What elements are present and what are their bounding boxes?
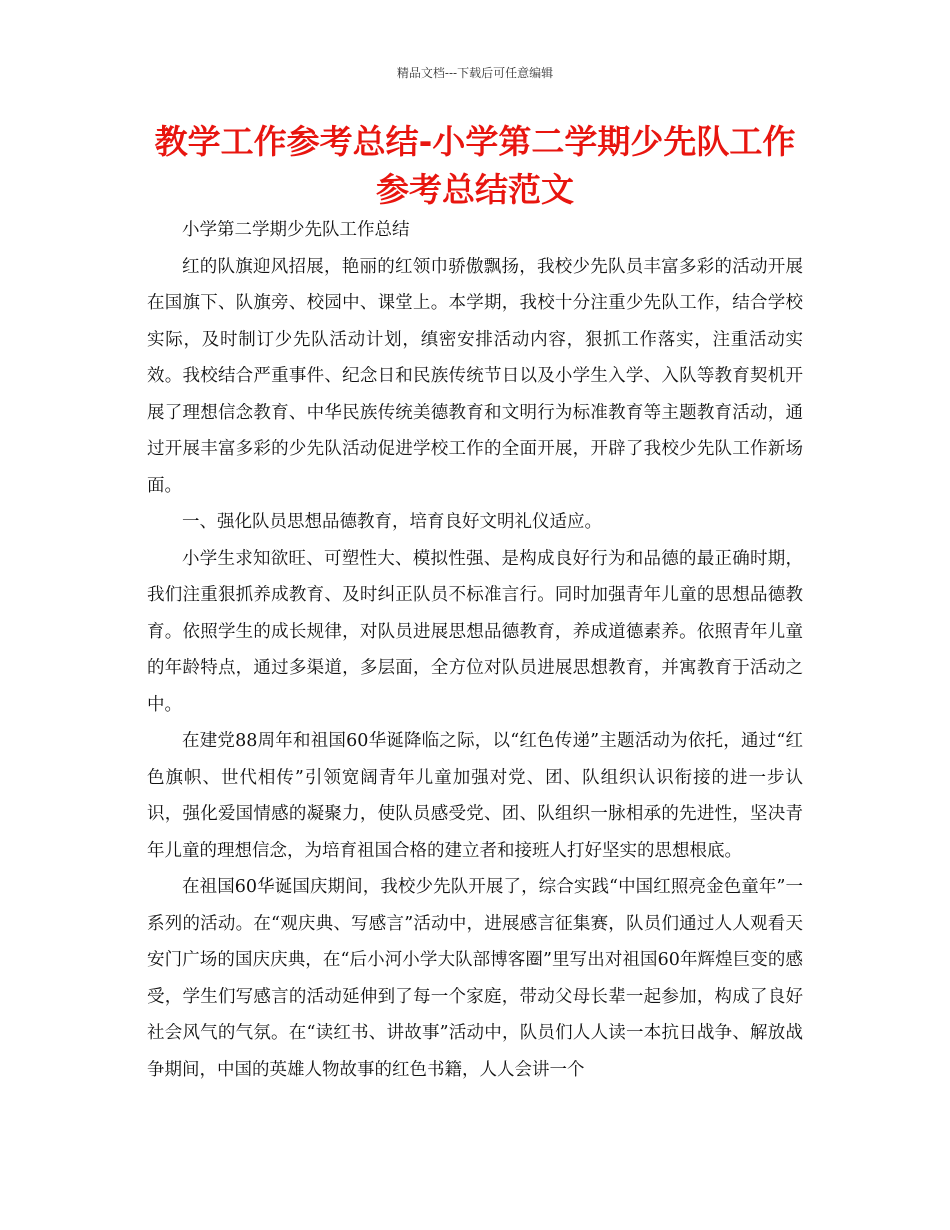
paragraph: 小学生求知欲旺、可塑性大、模拟性强、是构成良好行为和品德的最正确时期，我们注重狠抓养成教育、及时纠正队员不标准言行。同时加强青年儿童的思想品德教育。依照学生的成长规律，对队员进展思想品德教育，养成道德素养。依照青年儿童的年龄特点，通过多渠道，多层面，全方位对队员进展思想教育，并寓教育于活动之中。 bbox=[147, 548, 803, 715]
header-note: 精品文档---下载后可任意编辑 bbox=[396, 66, 554, 80]
paragraph: 在建党88周年和祖国60华诞降临之际，以“红色传递”主题活动为依托，通过“红色旗帜、世代相传”引领宽阔青年儿童加强对党、团、队组织认识衔接的进一步认识，强化爱国情感的凝聚力，使队员感受党、团、队组织一脉相承的先进性，坚决青年儿童的理想信念，为培育祖国合格的建立者和接班人打好坚实的思想根底。 bbox=[147, 731, 803, 861]
document-title: 教学工作参考总结-小学第二学期少先队工作参考总结范文 bbox=[154, 122, 796, 209]
document-body bbox=[147, 212, 803, 1088]
paragraph: 在祖国60华诞国庆期间，我校少先队开展了，综合实践“中国红照亮金色童年”一系列的活动。在“观庆典、写感言”活动中，进展感言征集赛，队员们通过人人观看天安门广场的国庆庆典，在“后小河小学大队部博客圈”里写出对祖国60年辉煌巨变的感受，学生们写感言的活动延伸到了每一个家庭，带动父母长辈一起参加，构成了良好社会风气的气氛。在“读红书、讲故事”活动中，队员们人人读一本抗日战争、解放战争期间，中国的英雄人物故事的红色书籍，人人会讲一个 bbox=[147, 877, 803, 1080]
paragraph-subtitle: 小学第二学期少先队工作总结 bbox=[182, 220, 410, 240]
paragraph: 红的队旗迎风招展，艳丽的红领巾骄傲飘扬，我校少先队员丰富多彩的活动开展在国旗下、队旗旁、校园中、课堂上。本学期，我校十分注重少先队工作，结合学校实际，及时制订少先队活动计划，缜密安排活动内容，狠抓工作落实，注重活动实效。我校结合严重事件、纪念日和民族传统节日以及小学生入学、入队等教育契机开展了理想信念教育、中华民族传统美德教育和文明行为标准教育等主题教育活动，通过开展丰富多彩的少先队活动促进学校工作的全面开展，开辟了我校少先队工作新场面。 bbox=[147, 256, 803, 496]
section-heading: 一、强化队员思想品德教育，培育良好文明礼仪适应。 bbox=[182, 512, 602, 532]
